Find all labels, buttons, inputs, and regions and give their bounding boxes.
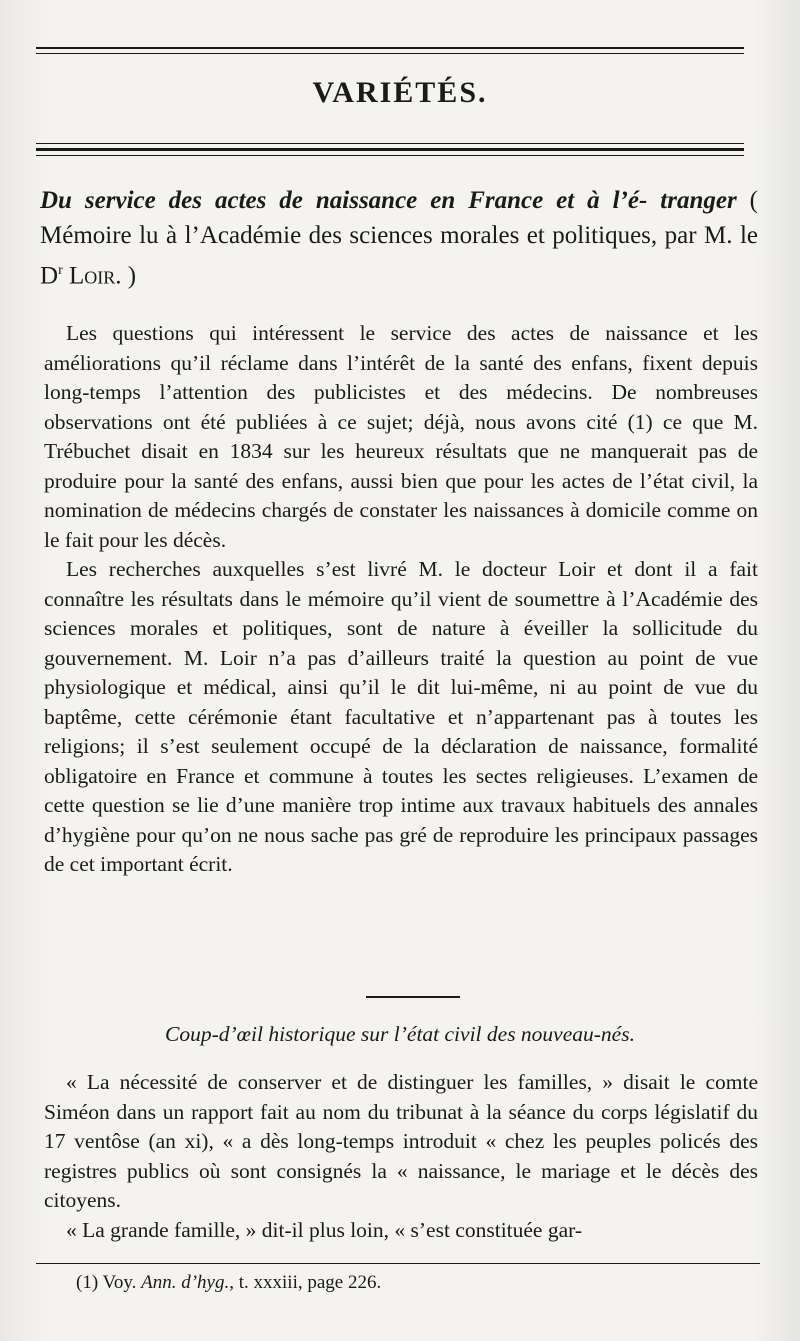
footnote-marker: (1) Voy. bbox=[76, 1272, 142, 1293]
body-paragraphs-1 bbox=[44, 319, 758, 880]
article-title bbox=[40, 183, 758, 293]
article-title-rest: ( Mémoire lu à l’Académie des sciences morales et politiques, par M. le D bbox=[40, 187, 758, 290]
subheading: Coup-d’œil historique sur l’état civil des nouveau-nés. bbox=[165, 1022, 635, 1046]
header-rule-bottom-thin bbox=[36, 143, 744, 144]
section-divider bbox=[366, 996, 460, 998]
article-title-author: Loir. bbox=[62, 262, 122, 290]
footnote-ref-italic: Ann. d’hyg. bbox=[141, 1272, 230, 1293]
header-rule-bottom-thin-2 bbox=[36, 155, 744, 156]
article-title-sup: r bbox=[58, 263, 63, 278]
footnote bbox=[76, 1272, 381, 1294]
article-title-italic-1: Du service des actes de naissance en France et à l’é- bbox=[40, 187, 648, 214]
article-title-close: ) bbox=[121, 262, 137, 290]
paragraph: « La grande famille, » dit-il plus loin, « s’est constituée gar- bbox=[66, 1217, 583, 1242]
paragraph: « La nécessité de conserver et de distinguer les familles, » disait le comte Siméon dans un rapport fait au nom du tribunat à la séance du corps législatif du 17 ventôse (an xi), « a dès long-temps introduit « chez les peuples policés des registres publics où sont consignés la « naissance, le mariage et le décès des citoyens. bbox=[44, 1070, 758, 1212]
paragraph: Les questions qui intéressent le service des actes de naissance et les améliorations qu’il réclame dans l’intérêt de la santé des enfans, fixent depuis long-temps l’attention des publicistes et des médecins. De nombreuses observations ont été publiées à ce sujet; déjà, nous avons cité (1) ce que M. Trébuchet disait en 1834 sur les heureux résultats que ne manquerait pas de produire pour la santé des enfans, aussi bien que pour les actes de l’état civil, la nomination de médecins chargés de constater les naissances à domicile comme on le fait pour les décès. bbox=[44, 321, 758, 552]
header-rule-top bbox=[36, 47, 744, 49]
article-title-italic-2: tranger bbox=[660, 187, 737, 214]
paragraph: Les recherches auxquelles s’est livré M. le docteur Loir et dont il a fait connaître les résultats dans le mémoire qu’il vient de soumettre à l’Académie des sciences morales et politiques, sont de nature à éveiller la sollicitude du gouvernement. M. Loir n’a pas d’ailleurs traité la question au point de vue physiologique et médical, ainsi qu’il le dit lui-même, ni au point de vue du baptême, cette cérémonie étant facultative et n’appartenant pas à toutes les religions; il s’est seulement occupé de la déclaration de naissance, formalité obligatoire en France et commune à toutes les sectes religieuses. L’examen de cette question se lie d’une manière trop intime aux travaux habituels des annales d’hygiène pour qu’on ne nous sache pas gré de reproduire les principaux passages de cet important écrit. bbox=[44, 557, 758, 876]
header-rule-bottom-thick bbox=[36, 148, 744, 151]
footnote-ref-rest: , t. xxxiii, page 226. bbox=[229, 1272, 382, 1293]
footnote-rule bbox=[36, 1263, 760, 1264]
body-paragraphs-2 bbox=[44, 1068, 758, 1245]
section-title: VARIÉTÉS. bbox=[312, 76, 488, 109]
header-rule-top-thin bbox=[36, 53, 744, 54]
